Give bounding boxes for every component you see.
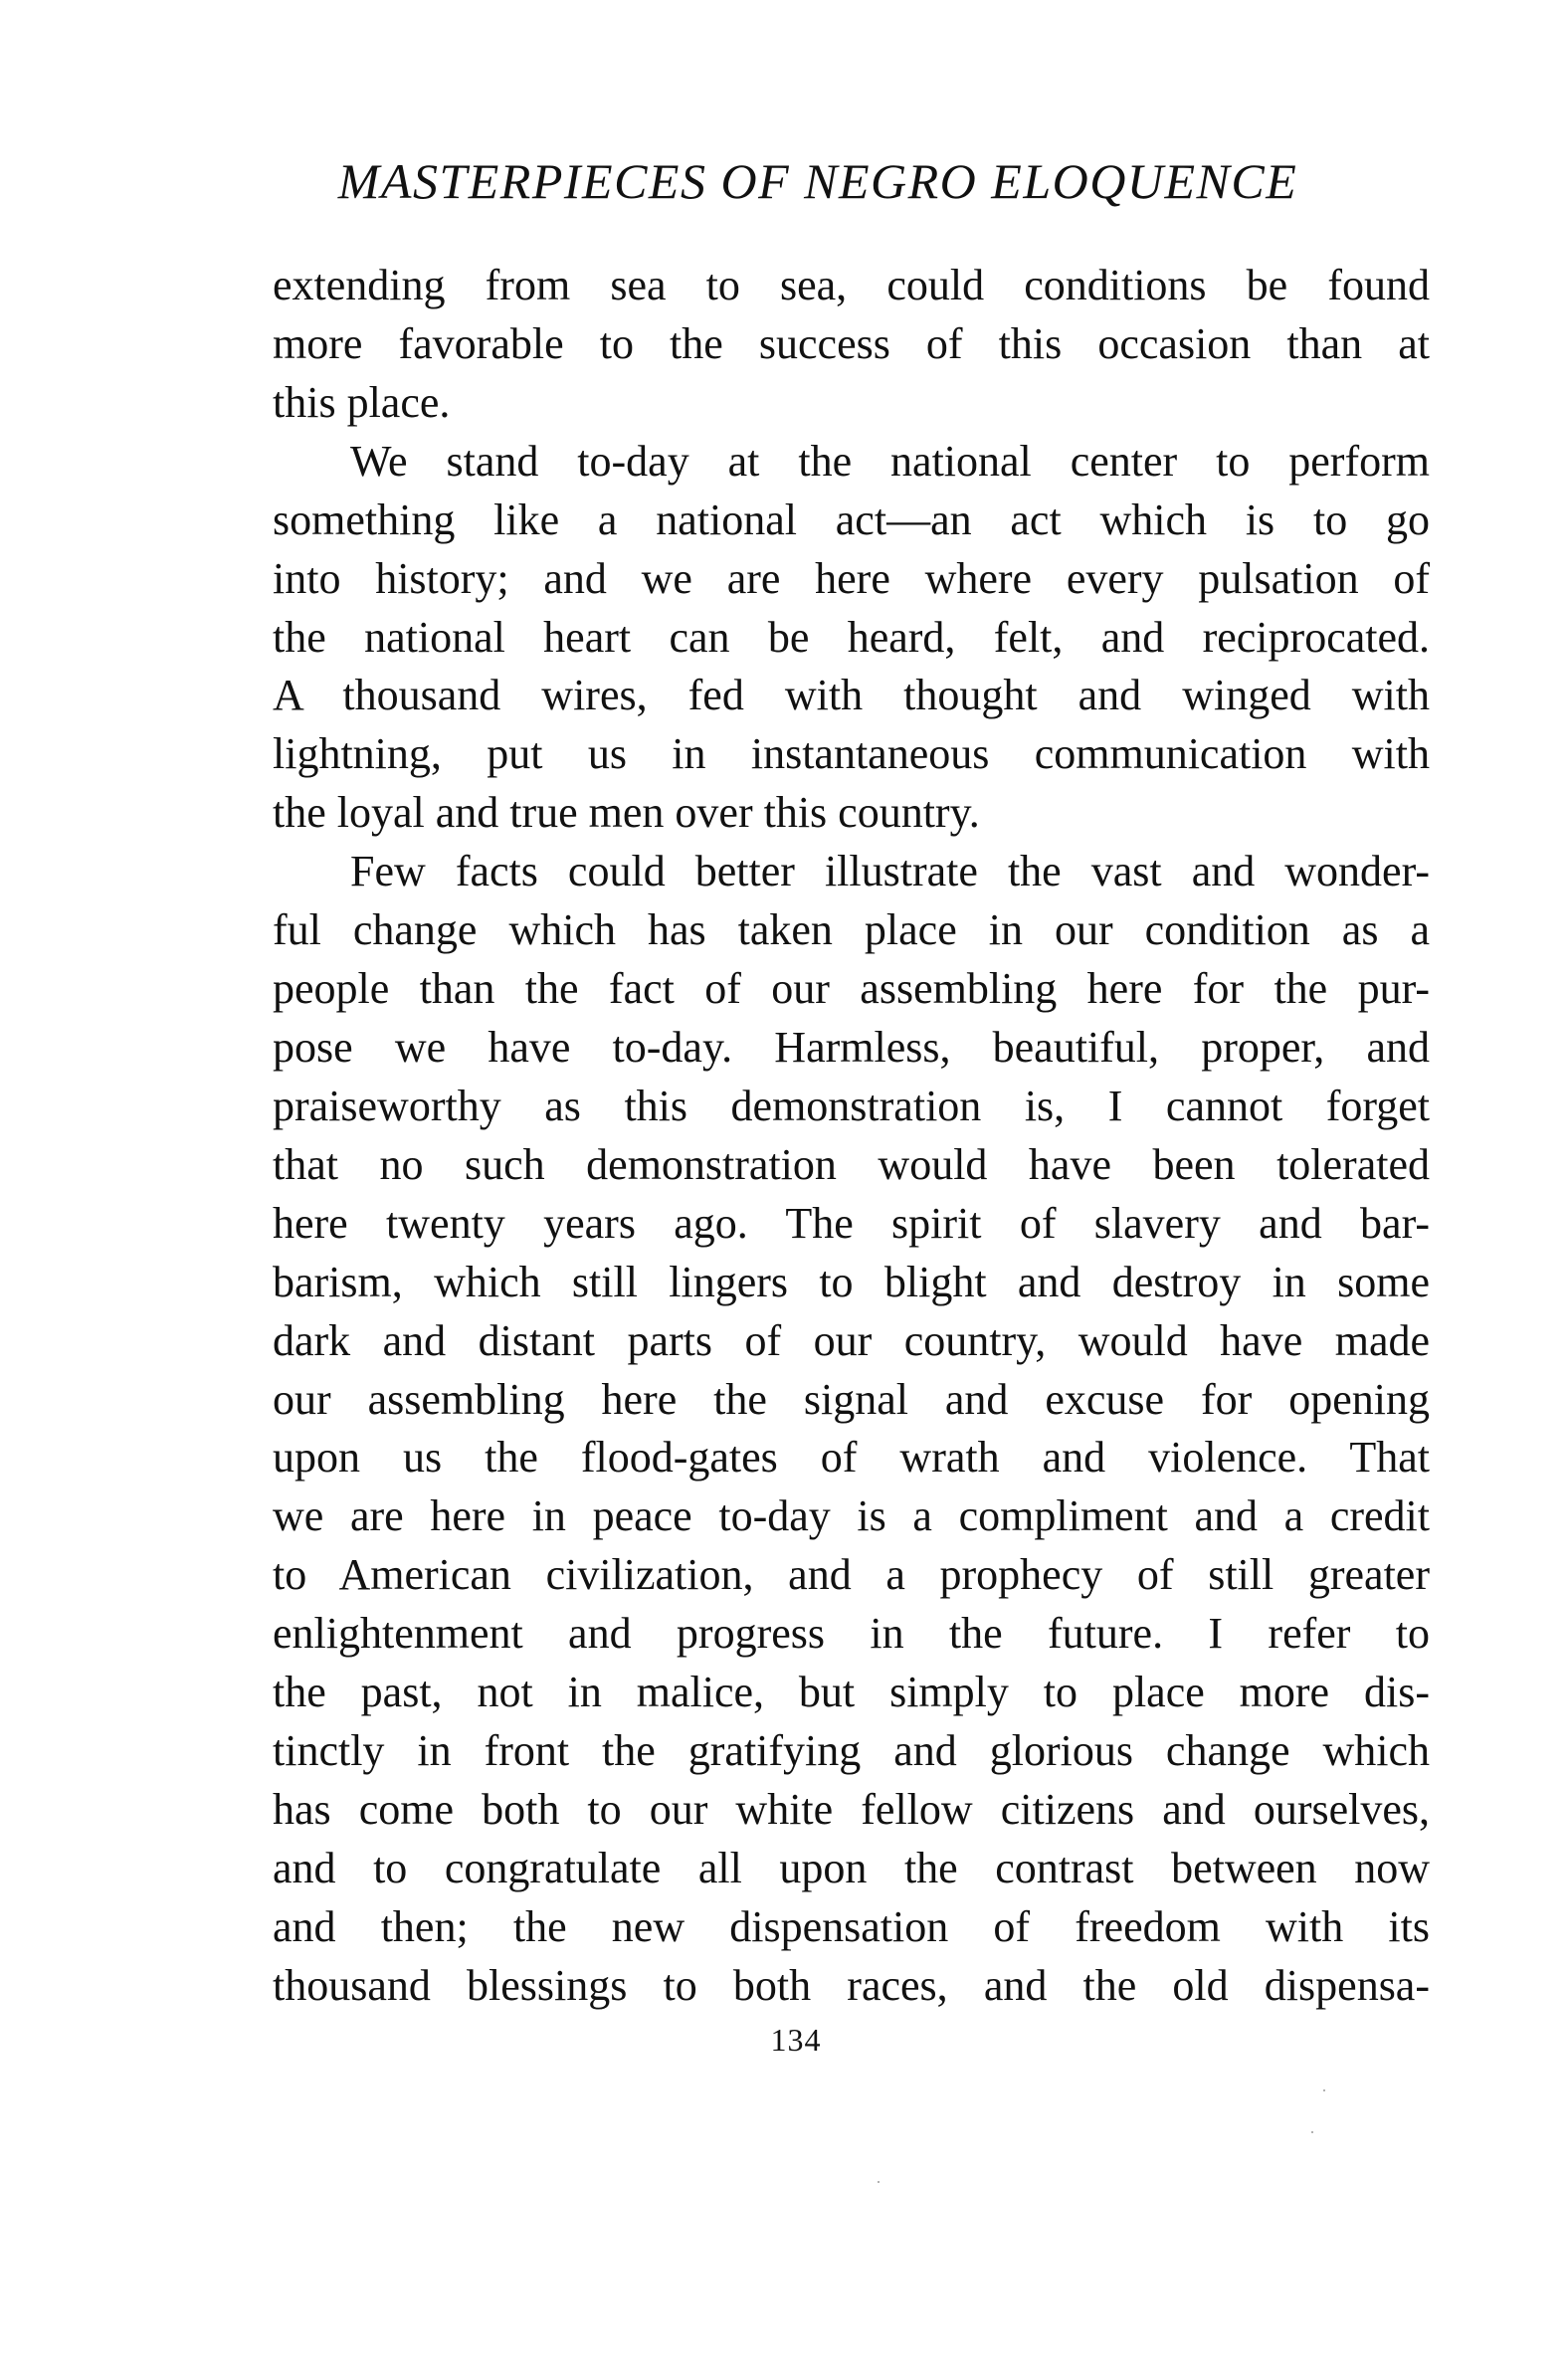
text-line: and to congratulate all upon the contrast between now bbox=[273, 1843, 1430, 1892]
text-line: upon us the flood-gates of wrath and violence. That bbox=[273, 1433, 1430, 1483]
text-line: lightning, put us in instantaneous communication with bbox=[273, 729, 1430, 779]
page-number: 134 bbox=[770, 2022, 822, 2058]
text-line: to American civilization, and a prophecy of still greater bbox=[273, 1550, 1430, 1600]
text-line: we are here in peace to-day is a compliment and a credit bbox=[273, 1491, 1430, 1541]
text-line: and then; the new dispensation of freedom with its bbox=[273, 1901, 1430, 1951]
text-line: has come both to our white fellow citizens and ourselves, bbox=[273, 1784, 1430, 1834]
text-line: A thousand wires, fed with thought and winged with bbox=[273, 671, 1430, 720]
text-line: something like a national act—an act which is to go bbox=[273, 494, 1430, 544]
text-line: dark and distant parts of our country, would have made bbox=[273, 1315, 1430, 1365]
text-line: our assembling here the signal and excuse for opening bbox=[273, 1374, 1430, 1424]
paper-speck bbox=[1323, 2089, 1325, 2091]
text-line: more favorable to the success of this occasion than at bbox=[273, 318, 1430, 368]
text-line: the past, not in malice, but simply to place more dis- bbox=[273, 1668, 1430, 1717]
paper-speck bbox=[1311, 2131, 1313, 2133]
text-line: Few facts could better illustrate the vast and wonder- bbox=[350, 847, 1430, 896]
text-line: thousand blessings to both races, and the old dispensa- bbox=[273, 1960, 1430, 2010]
text-line: tinctly in front the gratifying and glorious change which bbox=[273, 1726, 1430, 1776]
text-line: that no such demonstration would have been tolerated bbox=[273, 1139, 1430, 1189]
text-line: this place. bbox=[273, 377, 451, 427]
text-line: extending from sea to sea, could conditions be found bbox=[273, 261, 1430, 309]
running-head: MASTERPIECES OF NEGRO ELOQUENCE bbox=[337, 153, 1298, 209]
text-line: into history; and we are here where every pulsation of bbox=[273, 553, 1430, 603]
text-line: We stand to-day at the national center to perform bbox=[350, 436, 1430, 486]
text-line: praiseworthy as this demonstration is, I cannot forget bbox=[273, 1081, 1430, 1130]
text-line: barism, which still lingers to blight and destroy in some bbox=[273, 1257, 1430, 1306]
text-line: ful change which has taken place in our condition as a bbox=[273, 905, 1430, 955]
text-line: enlightenment and progress in the future. I refer to bbox=[273, 1609, 1430, 1659]
text-line: the national heart can be heard, felt, and reciprocated. bbox=[273, 612, 1430, 662]
body-text bbox=[273, 257, 1430, 2016]
text-line: people than the fact of our assembling here for the pur- bbox=[273, 964, 1430, 1014]
paper-speck bbox=[878, 2181, 880, 2183]
text-line: here twenty years ago. The spirit of slavery and bar- bbox=[273, 1198, 1430, 1248]
text-line: pose we have to-day. Harmless, beautiful, proper, and bbox=[273, 1022, 1430, 1072]
text-line: the loyal and true men over this country. bbox=[273, 788, 980, 838]
